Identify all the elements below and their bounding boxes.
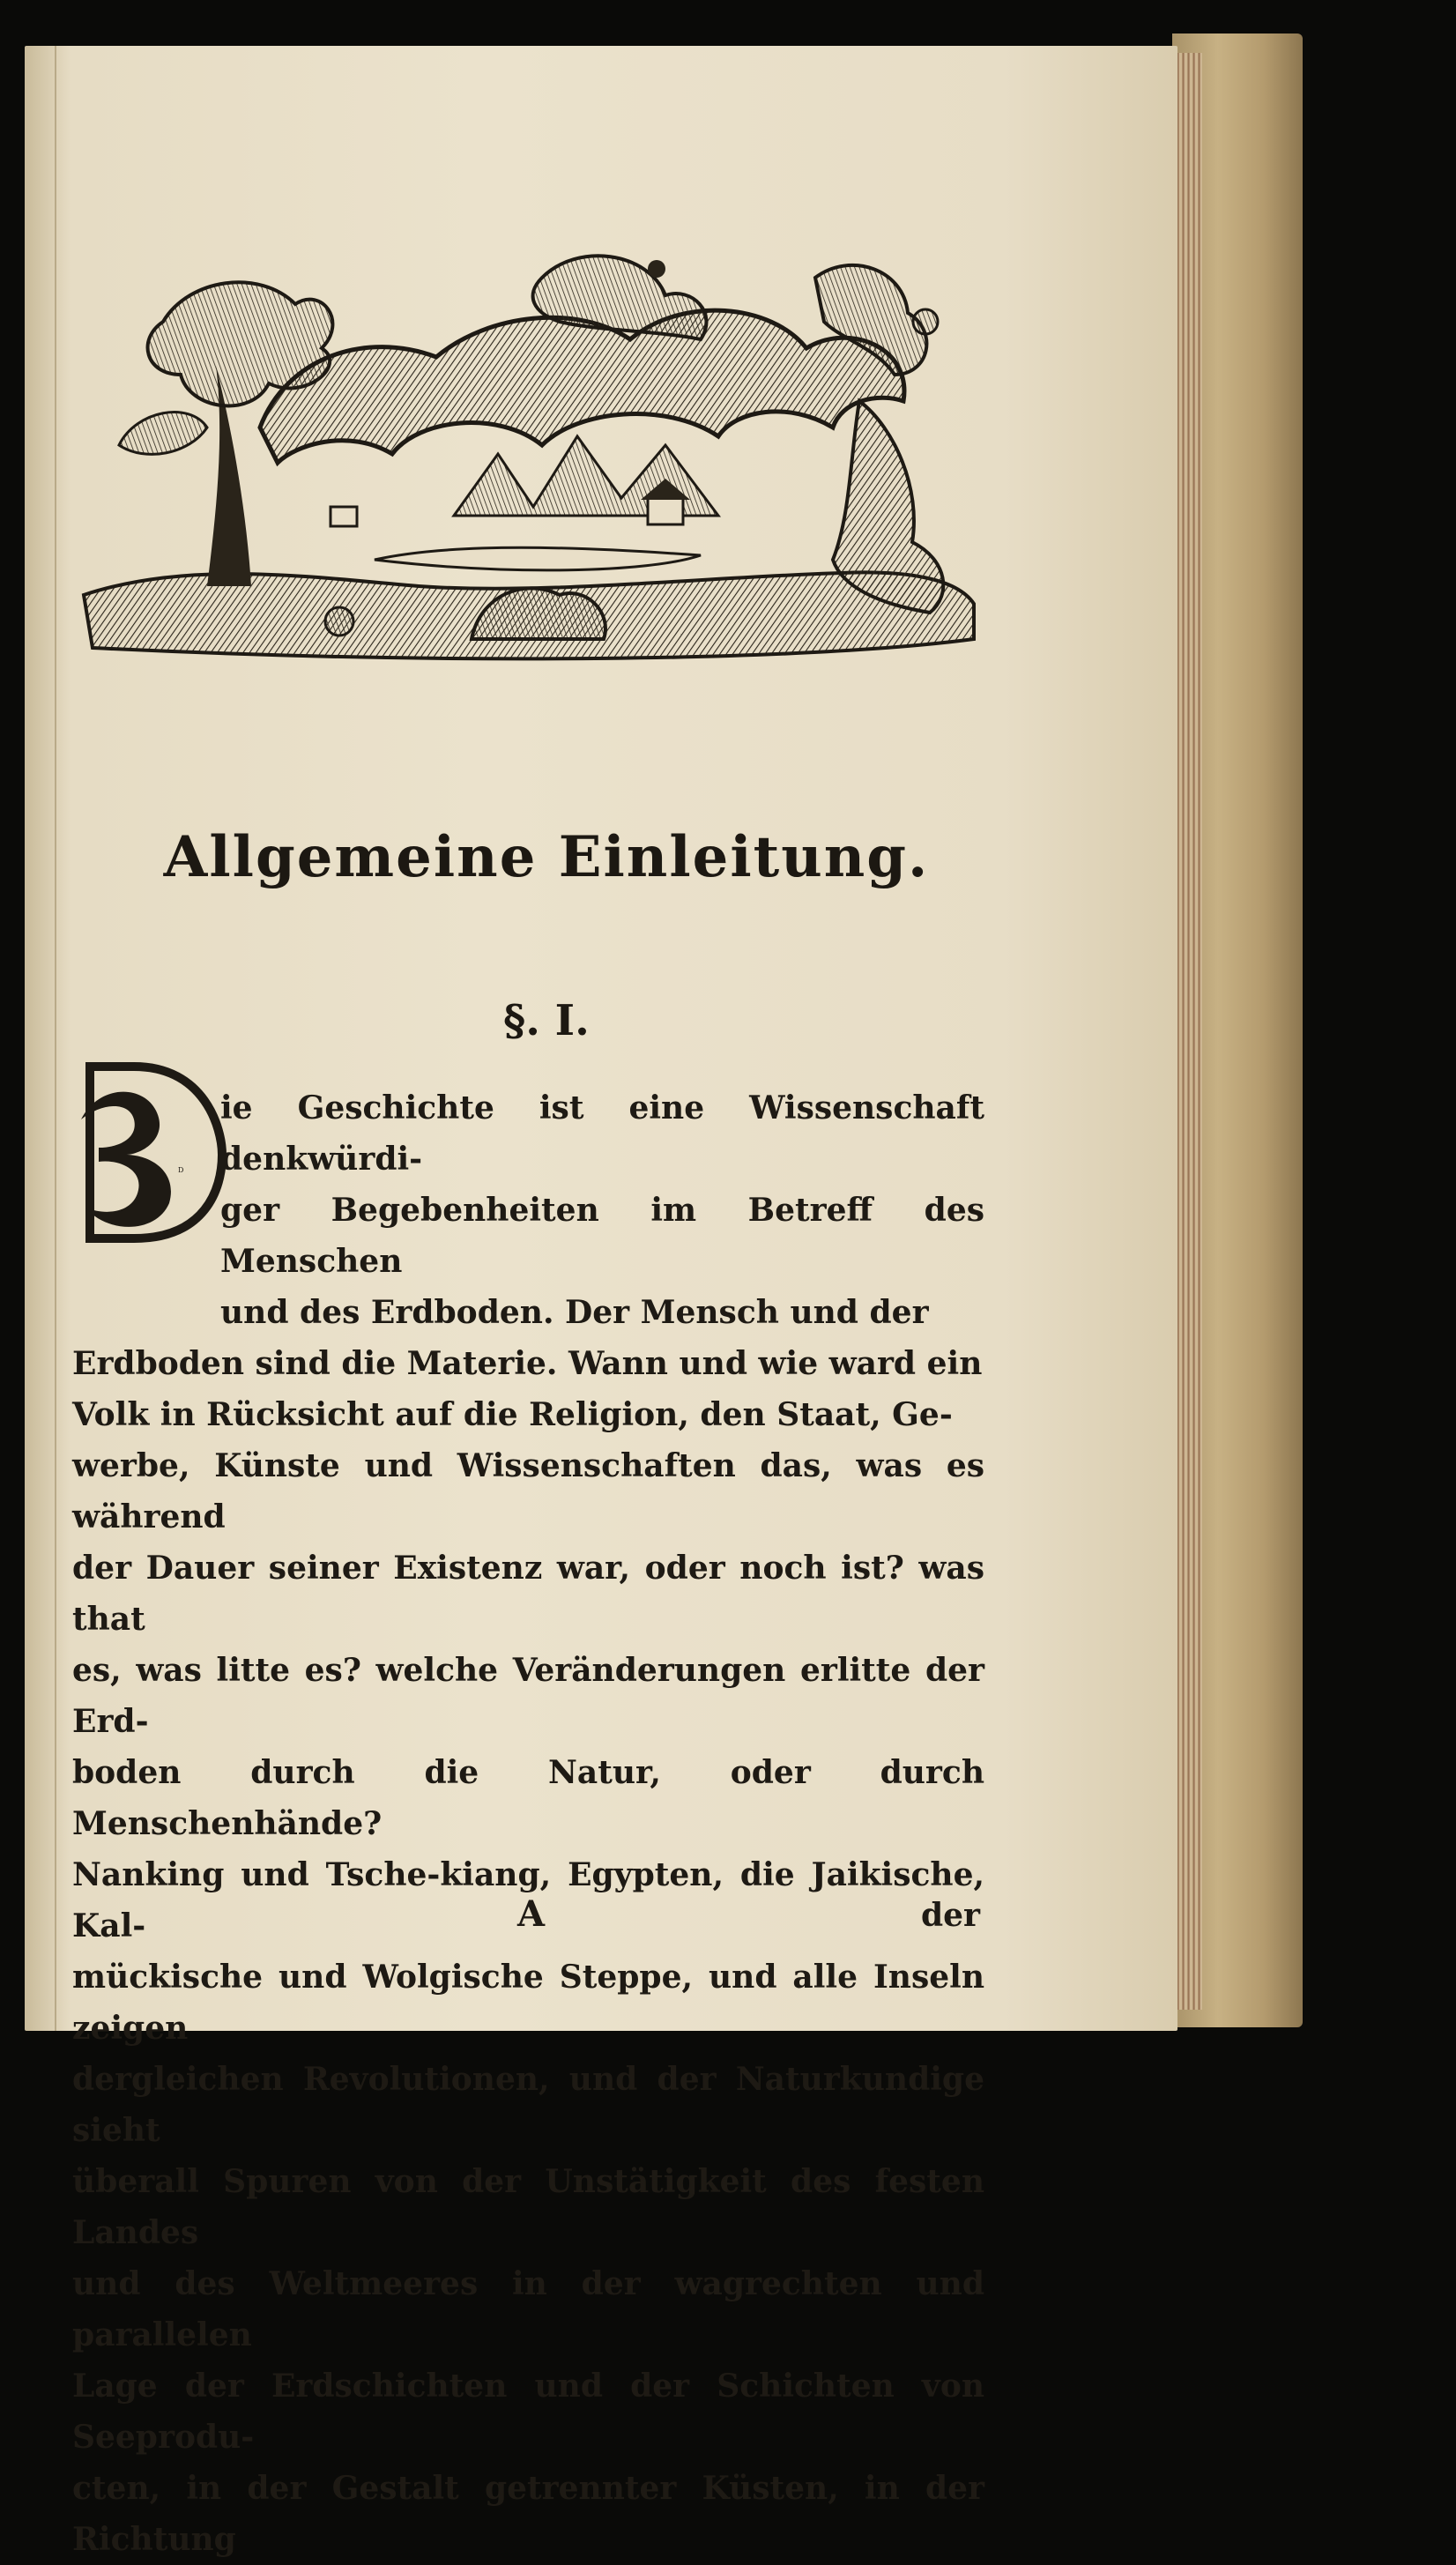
text-line: mückische und Wolgische Steppe, und alle Inseln zeigen xyxy=(72,1959,984,2047)
section-number: §. I. xyxy=(503,996,590,1045)
text-line: es, was litte es? welche Veränderungen erlitte der Erd- xyxy=(72,1652,984,1740)
text-line: und des Erdboden. Der Mensch und der xyxy=(220,1294,929,1331)
text-line: der Dauer seiner Existenz war, oder noch ist? was that xyxy=(72,1550,984,1638)
woodcut-vignette xyxy=(84,225,978,670)
text-line: werbe, Künste und Wissenschaften das, was es während xyxy=(72,1447,984,1535)
signature-mark: A xyxy=(517,1893,546,1935)
page-gutter xyxy=(55,46,56,2031)
text-line: cten, in der Gestalt getrennter Küsten, in der Richtung xyxy=(72,2470,984,2558)
dropcap-letter: D xyxy=(178,1166,184,1174)
page-footer xyxy=(72,1893,980,1946)
chapter-heading: Allgemeine Einleitung. xyxy=(163,824,930,890)
text-line: Lage der Erdschichten und der Schichten von Seeprodu- xyxy=(72,2368,984,2456)
body-paragraph xyxy=(72,1082,984,2565)
text-line: Nanking und Tsche-kiang, Egypten, die Jaikische, Kal- xyxy=(72,1856,984,1944)
text-line: dergleichen Revolutionen, und der Naturkundige sieht xyxy=(72,2061,984,2149)
text-line: und des Weltmeeres in der wagrechten und parallelen xyxy=(72,2265,984,2353)
text-line: ger Begebenheiten im Betreff des Menschen xyxy=(220,1192,984,1280)
text-line: boden durch die Natur, oder durch Menschenhände? xyxy=(72,1754,984,1842)
text-line: überall Spuren von der Unstätigkeit des festen Landes xyxy=(72,2163,984,2251)
catchword: der xyxy=(920,1897,980,1934)
text-line: ie Geschichte ist eine Wissenschaft denkwürdi- xyxy=(220,1089,984,1178)
text-line: Volk in Rücksicht auf die Religion, den Staat, Ge- xyxy=(72,1396,953,1433)
text-line: Erdboden sind die Materie. Wann und wie ward ein xyxy=(72,1345,983,1382)
